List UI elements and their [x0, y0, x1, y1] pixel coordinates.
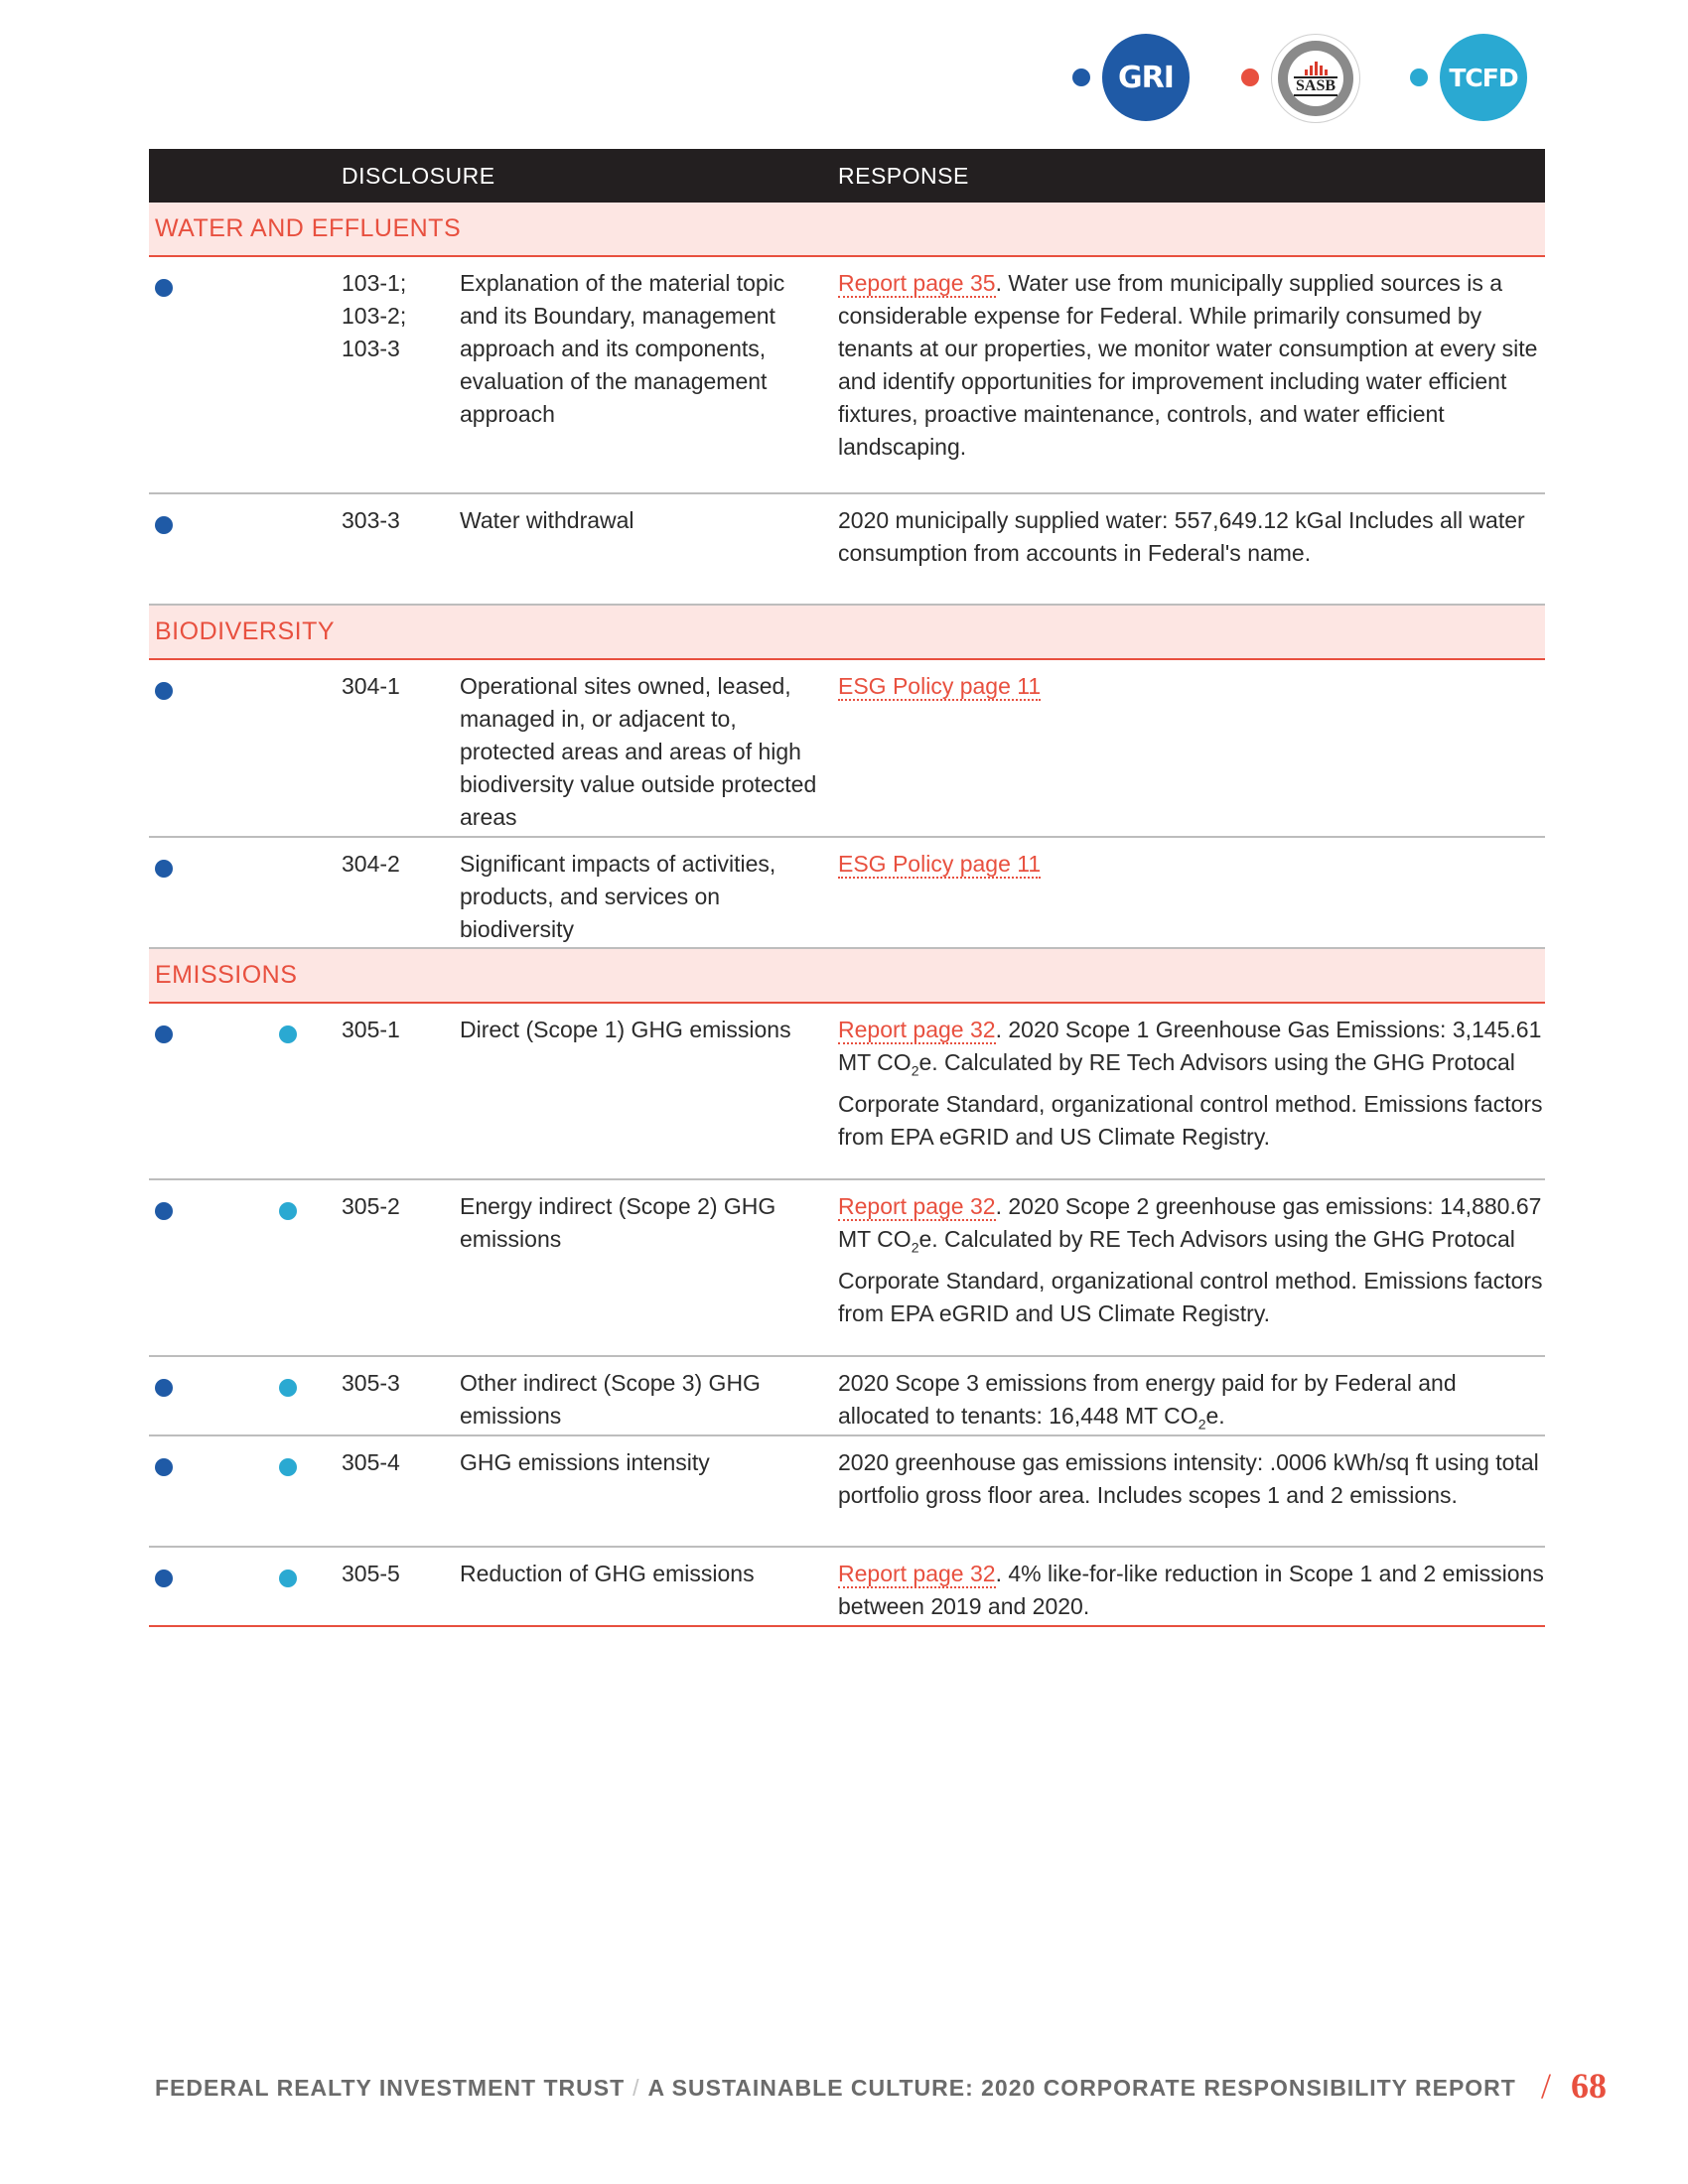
disclosure-text: Water withdrawal — [460, 507, 634, 533]
footer-org: FEDERAL REALTY INVESTMENT TRUST — [155, 2075, 626, 2101]
table-header — [149, 149, 1545, 203]
sasb-logo-text: SASB — [1295, 76, 1336, 94]
gri-dot-icon — [155, 1458, 173, 1476]
sasb-logo — [1271, 34, 1360, 123]
response-text: Report page 32. 2020 Scope 1 Greenhouse Gas Emissions: 3,145.61 MT $CO_2e$. Calculated by RE Tech Advisors using the GHG Protocal Corporate Standard, organizational control method. Emissions factors from EPA eGRID and US Climate Registry. — [838, 1017, 1543, 1150]
section-water — [149, 203, 1545, 257]
report-link[interactable]: Report page 32 — [838, 1193, 996, 1219]
gri-dot-icon — [155, 516, 173, 534]
disclosure-code: 305-5 — [342, 1561, 400, 1586]
gri-dot-icon — [155, 279, 173, 297]
response-text: Report page 35. Water use from municipally supplied sources is a considerable expense for Federal. While primarily consumed by tenants at our properties, we monitor water consumption at every site and identify opportunities for improvement including water efficient fixtures, proactive maintenance, controls, and water efficient landscaping. — [838, 270, 1538, 460]
disclosure-code: 305-1 — [342, 1017, 400, 1042]
disclosure-text: Explanation of the material topic and its Boundary, management approach and its components, evaluation of the management approach — [460, 270, 785, 427]
table-row — [149, 1357, 1545, 1436]
page-number-divider: / — [1541, 2066, 1552, 2106]
tcfd-dot-icon — [279, 1458, 297, 1476]
disclosure-text: Operational sites owned, leased, managed in, or adjacent to, protected areas and areas of high biodiversity value outside protected areas — [460, 673, 817, 830]
disclosure-text: Energy indirect (Scope 2) GHG emissions — [460, 1193, 776, 1252]
section-title: WATER AND EFFLUENTS — [155, 214, 462, 242]
report-link[interactable]: Report page 32 — [838, 1017, 996, 1042]
section-title: EMISSIONS — [155, 961, 298, 989]
disclosure-code: 305-3 — [342, 1370, 400, 1396]
header-disclosure: DISCLOSURE — [342, 163, 495, 189]
table-row — [149, 1180, 1545, 1357]
esg-policy-link[interactable]: ESG Policy page 11 — [838, 851, 1042, 877]
tcfd-dot-icon — [279, 1570, 297, 1587]
disclosure-text: Significant impacts of activities, products, and services on biodiversity — [460, 851, 776, 942]
report-link[interactable]: Report page 35 — [838, 270, 996, 296]
footer-report-title: A SUSTAINABLE CULTURE: 2020 CORPORATE RESPONSIBILITY REPORT — [647, 2075, 1516, 2101]
table-row — [149, 660, 1545, 838]
table-row — [149, 494, 1545, 606]
disclosure-text: GHG emissions intensity — [460, 1449, 710, 1475]
gri-dot-icon — [1072, 68, 1090, 86]
disclosure-text: Reduction of GHG emissions — [460, 1561, 755, 1586]
response-text: 2020 Scope 3 emissions from energy paid for by Federal and allocated to tenants: 16,448 MT $CO_2e$. — [838, 1370, 1457, 1433]
report-link[interactable]: Report page 32 — [838, 1561, 996, 1586]
gri-dot-icon — [155, 1379, 173, 1397]
disclosure-code: 304-2 — [342, 851, 400, 877]
page-footer: FEDERAL REALTY INVESTMENT TRUST / A SUSTAINABLE CULTURE: 2020 CORPORATE RESPONSIBILITY REPORT — [155, 2075, 1516, 2101]
gri-dot-icon — [155, 682, 173, 700]
response-text — [838, 670, 1545, 703]
disclosure-code: 304-1 — [342, 673, 400, 699]
table-row — [149, 838, 1545, 949]
gri-dot-icon — [155, 1025, 173, 1043]
response-text: 2020 greenhouse gas emissions intensity: .0006 kWh/sq ft using total portfolio gross floor area. Includes scopes 1 and 2 emissions. — [838, 1449, 1539, 1508]
disclosure-code: 305-4 — [342, 1449, 400, 1475]
framework-legend — [1072, 30, 1549, 125]
disclosure-text: Other indirect (Scope 3) GHG emissions — [460, 1370, 761, 1429]
gri-dot-icon — [155, 860, 173, 878]
tcfd-dot-icon — [1410, 68, 1428, 86]
table-row — [149, 1004, 1545, 1180]
disclosure-code: 103-1; 103-2; 103-3 — [342, 270, 407, 361]
disclosure-table — [149, 149, 1545, 1627]
section-biodiversity — [149, 606, 1545, 660]
table-row — [149, 1436, 1545, 1548]
tcfd-dot-icon — [279, 1025, 297, 1043]
tcfd-dot-icon — [279, 1379, 297, 1397]
gri-logo: GRI — [1102, 34, 1190, 121]
gri-dot-icon — [155, 1570, 173, 1587]
tcfd-dot-icon — [279, 1202, 297, 1220]
disclosure-code: 305-2 — [342, 1193, 400, 1219]
section-emissions — [149, 949, 1545, 1004]
sasb-bars-icon — [1305, 62, 1328, 75]
response-text: 2020 municipally supplied water: 557,649.12 kGal Includes all water consumption from accounts in Federal's name. — [838, 507, 1525, 566]
response-text — [838, 848, 1545, 881]
table-row — [149, 257, 1545, 494]
esg-policy-link[interactable]: ESG Policy page 11 — [838, 673, 1042, 699]
page-number: 68 — [1571, 2066, 1607, 2106]
table-row — [149, 1548, 1545, 1627]
response-text: Report page 32. 4% like-for-like reduction in Scope 1 and 2 emissions between 2019 and 2020. — [838, 1561, 1544, 1619]
disclosure-text: Direct (Scope 1) GHG emissions — [460, 1017, 791, 1042]
section-title: BIODIVERSITY — [155, 617, 336, 645]
gri-dot-icon — [155, 1202, 173, 1220]
response-text: Report page 32. 2020 Scope 2 greenhouse gas emissions: 14,880.67 MT $CO_2e$. Calculated by RE Tech Advisors using the GHG Protocal Corporate Standard, organizational control method. Emissions factors from EPA eGRID and US Climate Registry. — [838, 1193, 1543, 1326]
header-response: RESPONSE — [838, 163, 969, 189]
sasb-dot-icon — [1241, 68, 1259, 86]
disclosure-code: 303-3 — [342, 507, 400, 533]
tcfd-logo: TCFD — [1440, 34, 1527, 121]
